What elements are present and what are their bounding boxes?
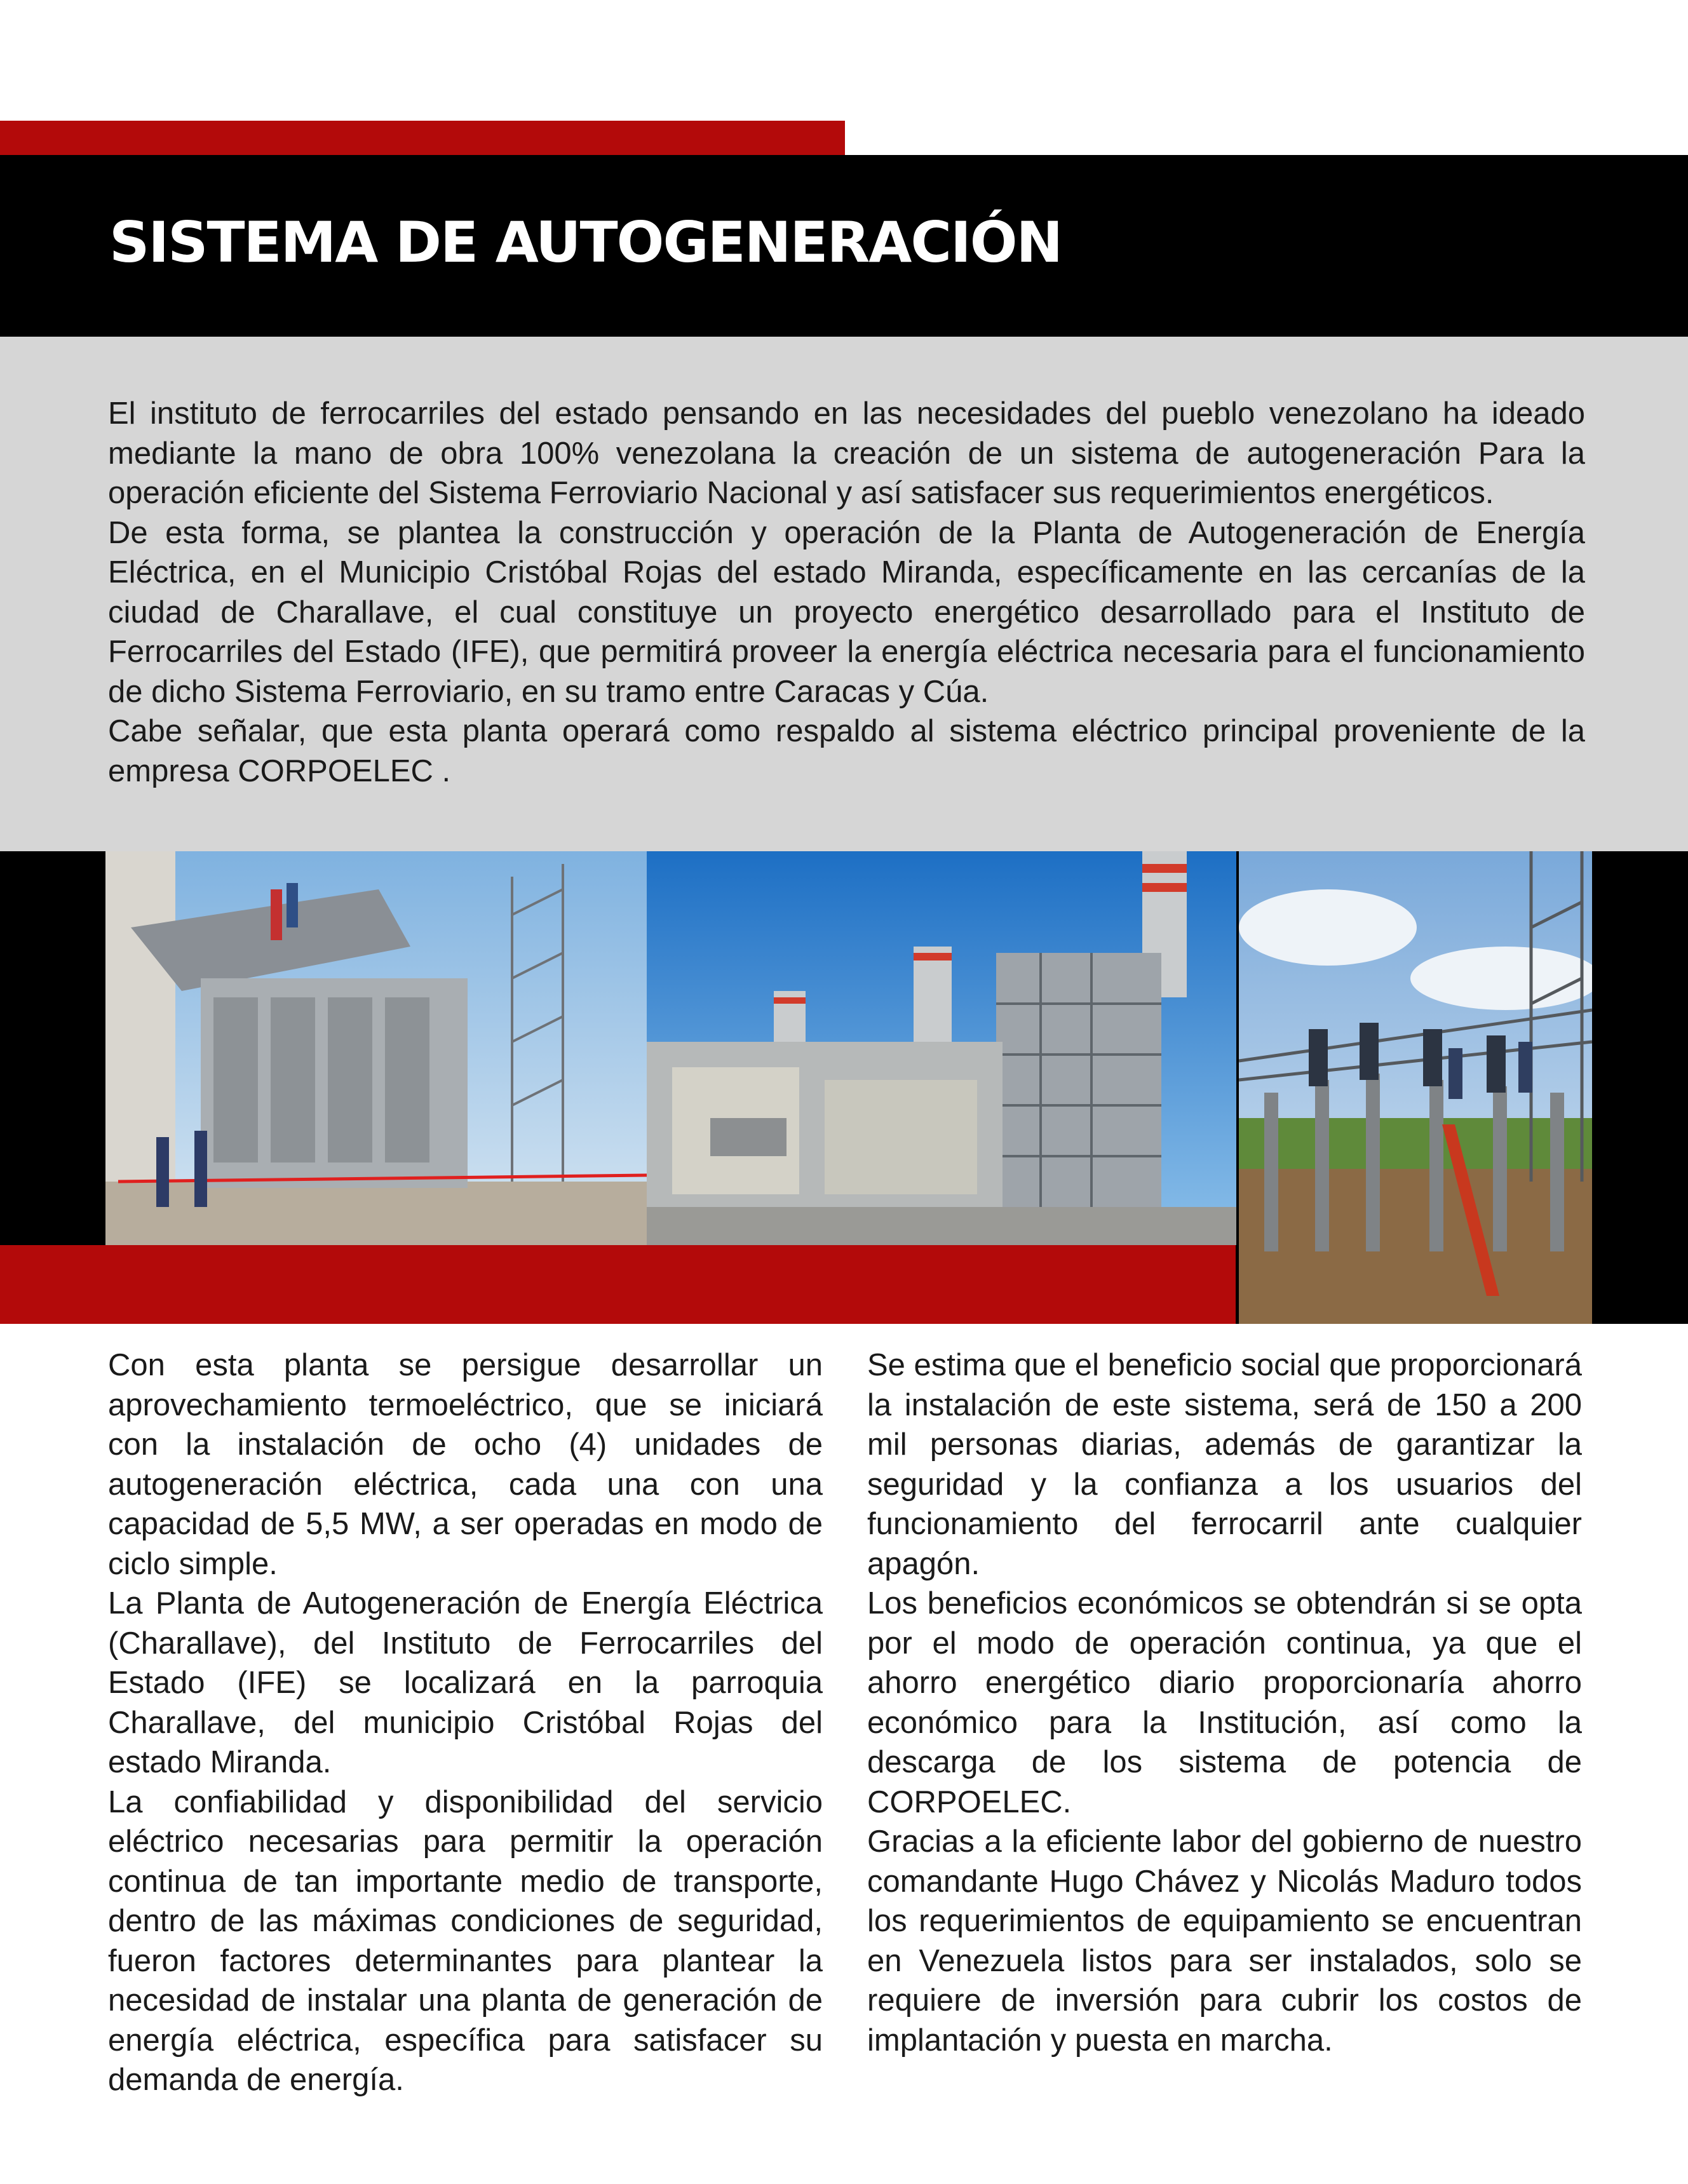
body-paragraph: Se estima que el beneficio social que proporcionará la instalación de este sistema, será de 150 a 200 mil personas diarias, además de garantizar la seguridad y la confianza a los usuarios del funcionamiento del ferrocarril ante cualquier apagón. (867, 1348, 1582, 1581)
body-paragraph: La Planta de Autogeneración de Energía Eléctrica (Charallave), del Instituto de Ferrocarriles del Estado (IFE) se localizará en la parroquia Charallave, del municipio Cristóbal Rojas del estado Miranda. (108, 1586, 823, 1779)
body-paragraph: Con esta planta se persigue desarrollar un aprovechamiento termoeléctrico, que se iniciará con la instalación de ocho (4) unidades de autogeneración eléctrica, cada una con una capacidad de 5,5 MW, a ser operadas en modo de ciclo simple. (108, 1348, 823, 1581)
body-right-column (867, 1345, 1582, 2060)
body-left-column (108, 1345, 823, 2100)
intro-paragraph: El instituto de ferrocarriles del estado pensando en las necesidades del pueblo venezolano ha ideado mediante la mano de obra 100% venezolana la creación de un sistema de autogeneración Para la operación eficiente del Sistema Ferroviario Nacional y así satisfacer sus requerimientos energéticos. (108, 396, 1585, 510)
intro-paragraph: Cabe señalar, que esta planta operará como respaldo al sistema eléctrico principal proveniente de la empresa CORPOELEC . (108, 714, 1585, 788)
page-title: SISTEMA DE AUTOGENERACIÓN (109, 210, 1062, 275)
power-plant-photo (647, 851, 1236, 1245)
body-paragraph: Gracias a la eficiente labor del gobierno de nuestro comandante Hugo Chávez y Nicolás Maduro todos los requerimientos de equipamiento se encuentran en Venezuela listos para ser instalados, solo se requiere de inversión para cubrir los costos de implantación y puesta en marcha. (867, 1824, 1582, 2058)
body-paragraph: La confiabilidad y disponibilidad del servicio eléctrico necesarias para permitir la operación continua de tan importante medio de transporte, dentro de las máximas condiciones de seguridad, fueron factores determinantes para plantear la necesidad de instalar una planta de generación de energía eléctrica, específica para satisfacer su demanda de energía. (108, 1784, 823, 2097)
body-paragraph: Los beneficios económicos se obtendrán si se opta por el modo de operación continua, ya que el ahorro energético diario proporcionaría ahorro económico para la Institución, así como la descarga de los sistema de potencia de CORPOELEC. (867, 1586, 1582, 1819)
middle-red-accent-bar (0, 1245, 1236, 1324)
top-red-accent-bar (0, 121, 845, 156)
intro-text (108, 394, 1585, 791)
intro-paragraph: De esta forma, se plantea la construcción y operación de la Planta de Autogeneración de Energía Eléctrica, en el Municipio Cristóbal Rojas del estado Miranda, específicamente en las cercanías de la ciudad de Charallave, el cual constituye un proyecto energético desarrollado para el Instituto de Ferrocarriles del Estado (IFE), que permitirá proveer la energía eléctrica necesaria para el funcionamiento de dicho Sistema Ferroviario, en su tramo entre Caracas y Cúa. (108, 515, 1585, 709)
transformer-photo (105, 851, 647, 1245)
substation-photo (1239, 851, 1592, 1324)
